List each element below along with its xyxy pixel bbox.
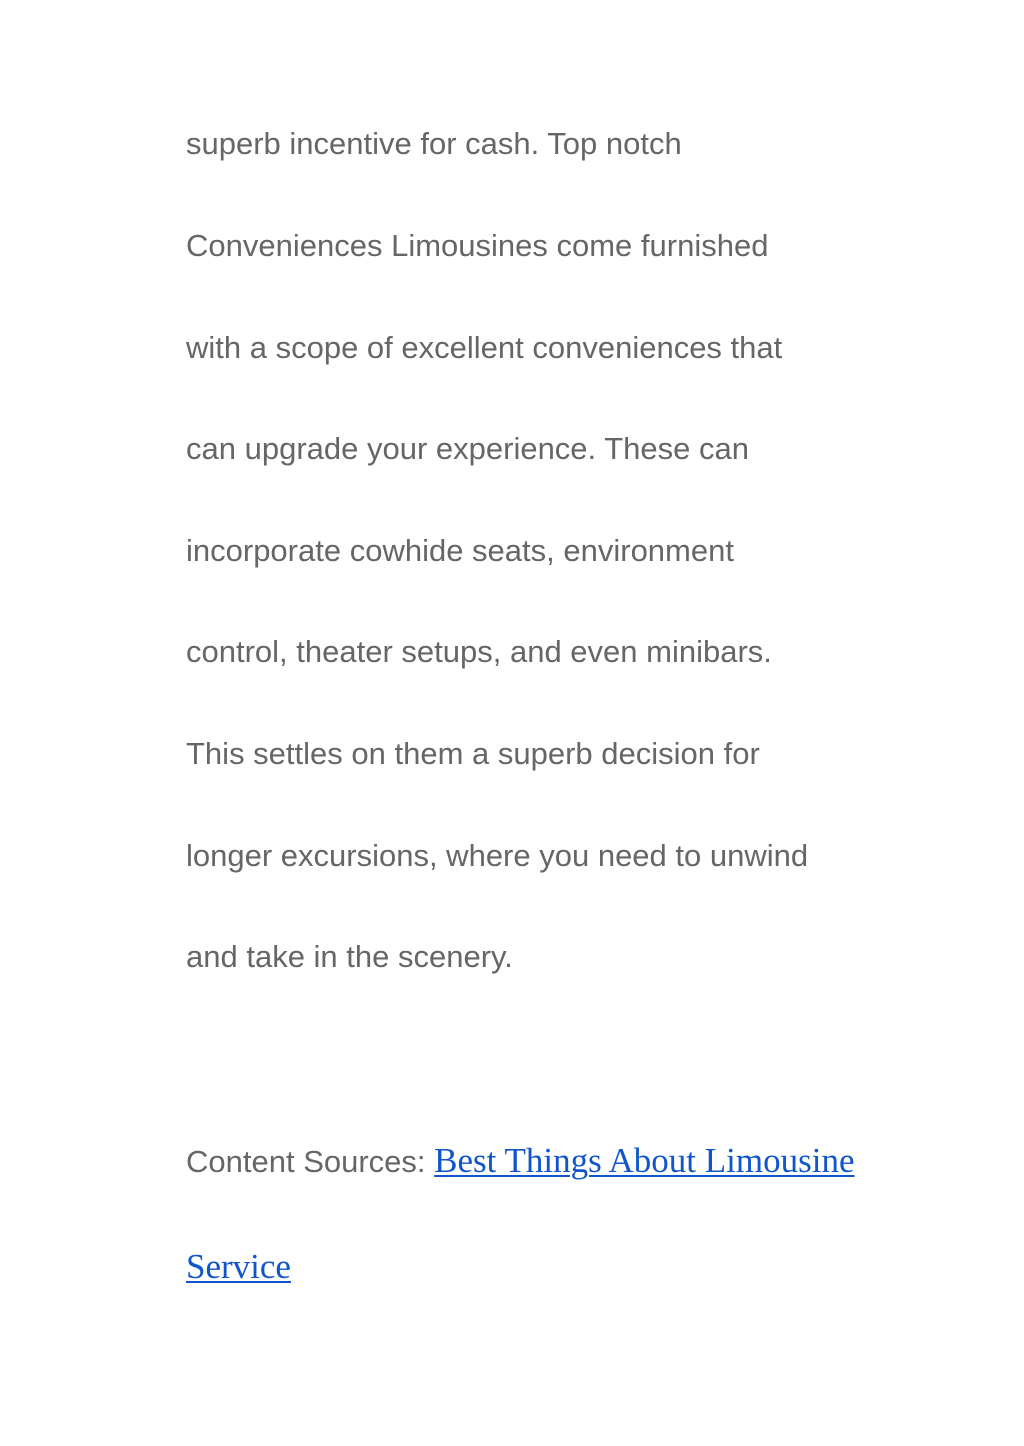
source-link-continued[interactable]: Service — [186, 1247, 291, 1286]
body-text-line: Conveniences Limousines come furnished — [186, 228, 769, 263]
body-text-line: superb incentive for cash. Top notch — [186, 126, 682, 161]
body-text-line: can upgrade your experience. These can — [186, 431, 749, 466]
body-text-line: with a scope of excellent conveniences that — [186, 330, 783, 365]
body-text-line: longer excursions, where you need to unwind — [186, 838, 809, 873]
content-sources-continued — [186, 1248, 291, 1293]
content-sources-label: Content Sources: — [186, 1144, 435, 1179]
content-sources — [186, 1142, 854, 1181]
body-text-line: control, theater setups, and even minibars. — [186, 634, 772, 669]
source-link[interactable]: Best Things About Limousine — [434, 1141, 855, 1180]
body-text-line: and take in the scenery. — [186, 939, 513, 974]
body-text-line: This settles on them a superb decision for — [186, 736, 760, 771]
body-text-line: incorporate cowhide seats, environment — [186, 533, 734, 568]
